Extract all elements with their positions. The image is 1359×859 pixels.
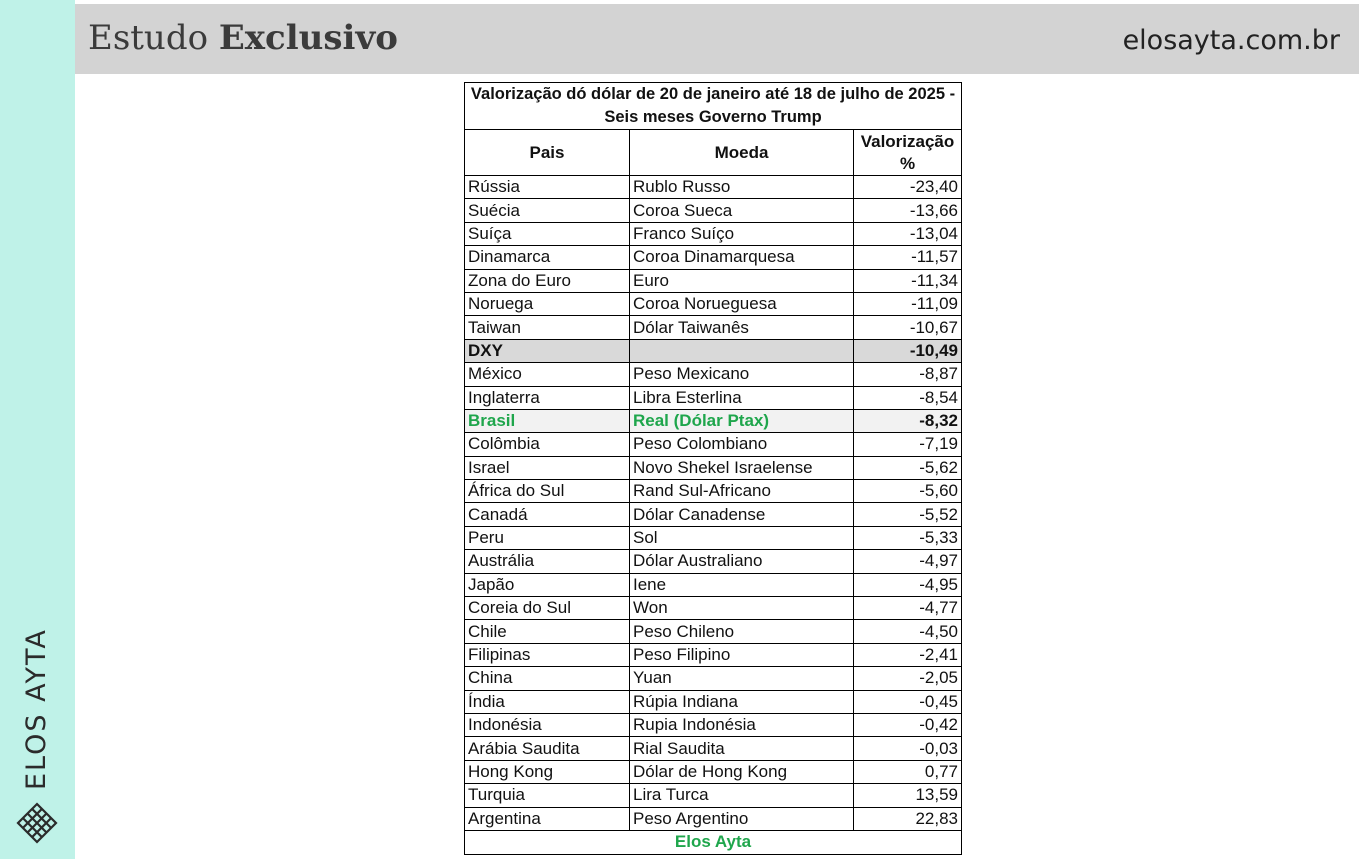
- cell-valorizacao: -5,60: [854, 480, 962, 503]
- cell-moeda: Yuan: [630, 667, 854, 690]
- column-header-pais: Pais: [465, 130, 630, 176]
- cell-pais: Suécia: [465, 199, 630, 222]
- brand-name: ELOS AYTA: [21, 628, 52, 790]
- table-row: [465, 737, 962, 760]
- table-row: [465, 643, 962, 666]
- cell-valorizacao: -0,45: [854, 690, 962, 713]
- cell-pais: Índia: [465, 690, 630, 713]
- page-title: [88, 18, 398, 58]
- cell-pais: Brasil: [465, 409, 630, 432]
- cell-valorizacao: -2,05: [854, 667, 962, 690]
- cell-moeda: Coroa Norueguesa: [630, 292, 854, 315]
- table-row: [465, 713, 962, 736]
- cell-pais: China: [465, 667, 630, 690]
- table-row: [465, 573, 962, 596]
- cell-pais: DXY: [465, 339, 630, 362]
- cell-pais: Austrália: [465, 550, 630, 573]
- cell-valorizacao: -8,32: [854, 409, 962, 432]
- cell-valorizacao: -0,42: [854, 713, 962, 736]
- cell-moeda: Rúpia Indiana: [630, 690, 854, 713]
- table-row: [465, 480, 962, 503]
- cell-pais: Taiwan: [465, 316, 630, 339]
- cell-moeda: Euro: [630, 269, 854, 292]
- cell-valorizacao: -0,03: [854, 737, 962, 760]
- cell-valorizacao: -4,97: [854, 550, 962, 573]
- cell-valorizacao: -23,40: [854, 176, 962, 199]
- table-row: [465, 620, 962, 643]
- cell-pais: Turquia: [465, 784, 630, 807]
- cell-valorizacao: -11,34: [854, 269, 962, 292]
- cell-moeda: Libra Esterlina: [630, 386, 854, 409]
- table-row: [465, 667, 962, 690]
- currency-table: [464, 82, 962, 855]
- cell-valorizacao: -13,66: [854, 199, 962, 222]
- cell-moeda: Novo Shekel Israelense: [630, 456, 854, 479]
- table-row: [465, 456, 962, 479]
- table-row: [465, 597, 962, 620]
- site-url: elosayta.com.br: [1122, 25, 1340, 56]
- cell-pais: Inglaterra: [465, 386, 630, 409]
- cell-valorizacao: -8,87: [854, 363, 962, 386]
- cell-pais: Japão: [465, 573, 630, 596]
- cell-valorizacao: -11,09: [854, 292, 962, 315]
- cell-pais: Arábia Saudita: [465, 737, 630, 760]
- cell-valorizacao: -8,54: [854, 386, 962, 409]
- table-row: [465, 316, 962, 339]
- cell-moeda: Lira Turca: [630, 784, 854, 807]
- table-row: [465, 269, 962, 292]
- table-caption: Valorização dó dólar de 20 de janeiro até 18 de julho de 2025 - Seis meses Governo Trump: [465, 83, 962, 130]
- cell-valorizacao: -13,04: [854, 222, 962, 245]
- cell-pais: Hong Kong: [465, 760, 630, 783]
- cell-valorizacao: -4,95: [854, 573, 962, 596]
- title-bold: Exclusivo: [218, 18, 398, 58]
- cell-valorizacao: -5,62: [854, 456, 962, 479]
- table-row: [465, 199, 962, 222]
- cell-valorizacao: -5,52: [854, 503, 962, 526]
- cell-moeda: Rial Saudita: [630, 737, 854, 760]
- cell-pais: Peru: [465, 526, 630, 549]
- table-row: [465, 550, 962, 573]
- cell-moeda: Dólar Taiwanês: [630, 316, 854, 339]
- cell-valorizacao: -10,67: [854, 316, 962, 339]
- cell-moeda: Sol: [630, 526, 854, 549]
- cell-pais: Coreia do Sul: [465, 597, 630, 620]
- title-regular: Estudo: [88, 18, 209, 58]
- cell-valorizacao: -7,19: [854, 433, 962, 456]
- cell-pais: Filipinas: [465, 643, 630, 666]
- cell-moeda: Real (Dólar Ptax): [630, 409, 854, 432]
- cell-valorizacao: -2,41: [854, 643, 962, 666]
- cell-pais: Zona do Euro: [465, 269, 630, 292]
- cell-moeda: Rupia Indonésia: [630, 713, 854, 736]
- table-row: [465, 409, 962, 432]
- table-row: [465, 246, 962, 269]
- diamond-lattice-icon: [16, 802, 58, 844]
- table-row: [465, 176, 962, 199]
- cell-moeda: Peso Argentino: [630, 807, 854, 830]
- column-header-valorizacao: Valorização %: [854, 130, 962, 176]
- cell-pais: Israel: [465, 456, 630, 479]
- cell-moeda: Rublo Russo: [630, 176, 854, 199]
- table-row: [465, 433, 962, 456]
- table-row: [465, 292, 962, 315]
- cell-moeda: Coroa Dinamarquesa: [630, 246, 854, 269]
- cell-pais: Indonésia: [465, 713, 630, 736]
- cell-valorizacao: -10,49: [854, 339, 962, 362]
- header-bar: [75, 4, 1359, 74]
- cell-moeda: Dólar Canadense: [630, 503, 854, 526]
- table-footer: Elos Ayta: [465, 830, 962, 854]
- cell-valorizacao: -5,33: [854, 526, 962, 549]
- table-row: [465, 690, 962, 713]
- table-row: [465, 386, 962, 409]
- cell-pais: Suíça: [465, 222, 630, 245]
- cell-pais: Noruega: [465, 292, 630, 315]
- cell-valorizacao: 13,59: [854, 784, 962, 807]
- column-header-moeda: Moeda: [630, 130, 854, 176]
- cell-moeda: Won: [630, 597, 854, 620]
- cell-pais: México: [465, 363, 630, 386]
- cell-valorizacao: 0,77: [854, 760, 962, 783]
- cell-moeda: Dólar de Hong Kong: [630, 760, 854, 783]
- sidebar: [0, 0, 75, 859]
- cell-valorizacao: 22,83: [854, 807, 962, 830]
- table-row: [465, 363, 962, 386]
- cell-valorizacao: -4,50: [854, 620, 962, 643]
- cell-pais: Dinamarca: [465, 246, 630, 269]
- cell-moeda: Peso Chileno: [630, 620, 854, 643]
- table-row: [465, 503, 962, 526]
- cell-pais: Argentina: [465, 807, 630, 830]
- cell-moeda: Rand Sul-Africano: [630, 480, 854, 503]
- table-row: [465, 760, 962, 783]
- cell-pais: Canadá: [465, 503, 630, 526]
- cell-pais: Colômbia: [465, 433, 630, 456]
- cell-moeda: Franco Suíço: [630, 222, 854, 245]
- cell-moeda: [630, 339, 854, 362]
- cell-moeda: Peso Colombiano: [630, 433, 854, 456]
- table-row: [465, 339, 962, 362]
- cell-moeda: Iene: [630, 573, 854, 596]
- cell-valorizacao: -4,77: [854, 597, 962, 620]
- table-row: [465, 807, 962, 830]
- table-row: [465, 526, 962, 549]
- table-row: [465, 784, 962, 807]
- cell-valorizacao: -11,57: [854, 246, 962, 269]
- cell-moeda: Dólar Australiano: [630, 550, 854, 573]
- cell-moeda: Coroa Sueca: [630, 199, 854, 222]
- cell-pais: Chile: [465, 620, 630, 643]
- cell-pais: Rússia: [465, 176, 630, 199]
- cell-moeda: Peso Filipino: [630, 643, 854, 666]
- cell-moeda: Peso Mexicano: [630, 363, 854, 386]
- table-row: [465, 222, 962, 245]
- cell-pais: África do Sul: [465, 480, 630, 503]
